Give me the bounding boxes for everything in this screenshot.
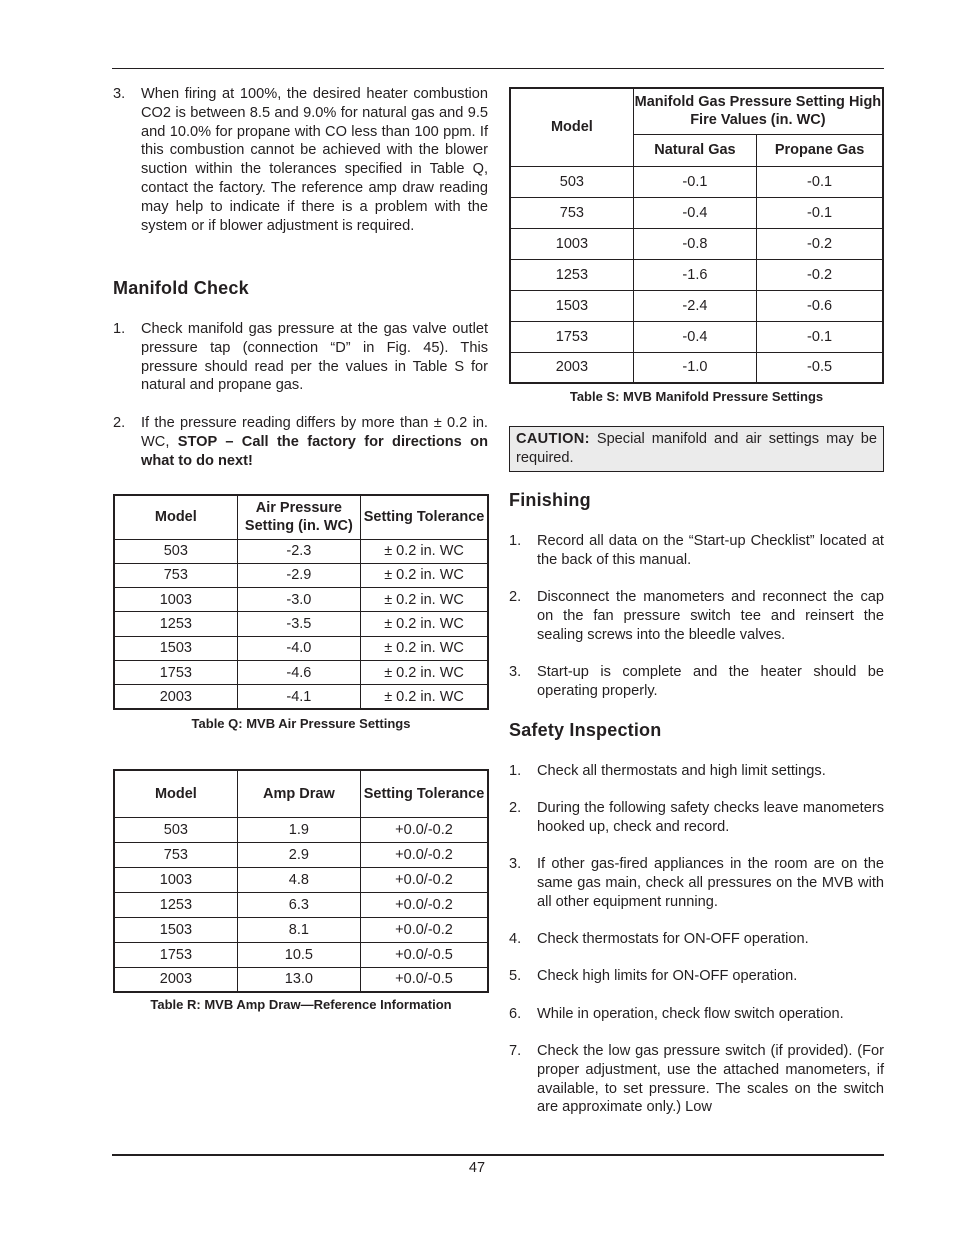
list-item-manifold-2: [113, 414, 488, 470]
table-cell: 2003: [114, 685, 237, 709]
table-cell: 1753: [510, 321, 633, 352]
column-header: Setting Tolerance: [361, 495, 488, 539]
table-cell: -0.4: [633, 321, 756, 352]
table-cell: -0.1: [757, 197, 883, 228]
table-cell: +0.0/-0.2: [361, 917, 489, 942]
table-cell: 1003: [114, 867, 237, 892]
column-header: Setting Tolerance: [361, 770, 489, 817]
table-cell: ± 0.2 in. WC: [361, 612, 488, 636]
item-text: Start-up is complete and the heater should be operating properly.: [537, 664, 884, 699]
item-number: 2.: [509, 589, 522, 605]
table-cell: 1253: [114, 892, 237, 917]
table-q-caption: Table Q: MVB Air Pressure Settings: [191, 716, 411, 731]
table-cell: -0.2: [757, 228, 883, 259]
table-row: [114, 867, 488, 892]
table-cell: -1.0: [633, 352, 756, 383]
list-item-safety-3: [509, 855, 884, 911]
table-cell: +0.0/-0.5: [361, 942, 489, 967]
item-number: 5.: [509, 968, 522, 984]
table-r-amp-draw: [113, 769, 489, 993]
list-item-combustion: [113, 85, 488, 235]
table-cell: 10.5: [237, 942, 360, 967]
item-number: 3.: [509, 664, 522, 680]
list-item-manifold-1: [113, 320, 488, 395]
table-row: [510, 259, 883, 290]
column-header: Model: [114, 495, 237, 539]
table-cell: 753: [114, 842, 237, 867]
table-cell: 1.9: [237, 817, 360, 842]
table-cell: 6.3: [237, 892, 360, 917]
table-cell: 1253: [114, 612, 237, 636]
table-header-row: [114, 495, 488, 539]
page-number: 47: [468, 1160, 486, 1176]
table-cell: ± 0.2 in. WC: [361, 563, 488, 587]
table-cell: -2.4: [633, 290, 756, 321]
table-cell: -2.9: [237, 563, 360, 587]
item-text: Record all data on the “Start-up Checklist” located at the back of this manual.: [537, 533, 884, 568]
caution-box: [509, 426, 884, 472]
list-item-safety-6: [509, 1005, 884, 1024]
table-row: [510, 166, 883, 197]
caution-text: Special manifold and air settings may be required.: [516, 431, 877, 466]
table-row: [114, 817, 488, 842]
item-number: 2.: [113, 415, 126, 431]
table-cell: 2003: [114, 967, 237, 992]
table-row: [510, 197, 883, 228]
column-header: Amp Draw: [237, 770, 360, 817]
table-cell: -1.6: [633, 259, 756, 290]
table-cell: 1003: [114, 588, 237, 612]
table-cell: 503: [114, 817, 237, 842]
table-cell: -2.3: [237, 539, 360, 563]
table-row: [114, 539, 488, 563]
table-cell: 4.8: [237, 867, 360, 892]
table-cell: 1253: [510, 259, 633, 290]
table-cell: -4.0: [237, 636, 360, 660]
item-text: Disconnect the manometers and reconnect the cap on the fan pressure switch tee and reinsert the sealing screws into the bleedle valves.: [537, 589, 884, 643]
table-row: [114, 892, 488, 917]
list-item-finishing-3: [509, 663, 884, 701]
table-row: [114, 563, 488, 587]
item-number: 3.: [113, 86, 126, 102]
list-item-finishing-2: [509, 588, 884, 644]
item-text-plain: If the pressure reading differs by more than ± 0.2 in. WC,: [141, 415, 488, 450]
item-number: 1.: [509, 533, 522, 549]
table-cell: 1503: [510, 290, 633, 321]
table-s-manifold-pressure: [509, 87, 884, 384]
table-cell: -3.0: [237, 588, 360, 612]
table-cell: 503: [114, 539, 237, 563]
item-number: 3.: [509, 856, 522, 872]
table-cell: 13.0: [237, 967, 360, 992]
list-item-safety-1: [509, 762, 884, 781]
column-header: Propane Gas: [757, 134, 883, 166]
table-cell: -0.2: [757, 259, 883, 290]
item-text: Check all thermostats and high limit settings.: [537, 763, 826, 779]
list-item-safety-7: [509, 1042, 884, 1117]
item-text-warning: STOP – Call the factory for directions on what to do next!: [141, 433, 488, 469]
item-number: 7.: [509, 1043, 522, 1059]
item-number: 6.: [509, 1006, 522, 1022]
item-number: 4.: [509, 931, 522, 947]
item-text: Check the low gas pressure switch (if provided). (For proper adjustment, use the attached manometers, if available, to set pressure. The scales on the switch are approximate only.) Low: [537, 1043, 884, 1116]
table-row: [114, 588, 488, 612]
heading-finishing: Finishing: [509, 490, 591, 510]
table-cell: -4.6: [237, 660, 360, 684]
table-row: [510, 228, 883, 259]
item-text: Check manifold gas pressure at the gas valve outlet pressure tap (connection “D” in Fig. 45). This pressure should read per the values in Table S for natural and propane gas.: [141, 321, 488, 394]
table-cell: -0.5: [757, 352, 883, 383]
item-number: 2.: [509, 800, 522, 816]
item-text: Check thermostats for ON-OFF operation.: [537, 931, 809, 947]
table-cell: ± 0.2 in. WC: [361, 539, 488, 563]
table-row: [114, 967, 488, 992]
item-text: During the following safety checks leave manometers hooked up, check and record.: [537, 800, 884, 835]
table-cell: -0.4: [633, 197, 756, 228]
table-row: [114, 685, 488, 709]
item-text: When firing at 100%, the desired heater combustion CO2 is between 8.5 and 9.0% for natural gas and 9.5 and 10.0% for propane with CO less than 100 ppm. If this combustion cannot be achieved with the blower suction within the tolerances specified in Table Q, contact the factory. The reference amp draw reading may help to indicate if there is a problem with the system or if blower adjustment is required.: [141, 86, 488, 234]
column-header: Model: [114, 770, 237, 817]
table-q-air-pressure: [113, 494, 489, 710]
table-cell: 1503: [114, 917, 237, 942]
table-row: [114, 612, 488, 636]
list-item-safety-5: [509, 967, 884, 986]
list-item-safety-4: [509, 930, 884, 949]
footer-rule: [112, 1154, 884, 1156]
item-number: 1.: [509, 763, 522, 779]
item-text: Check high limits for ON-OFF operation.: [537, 968, 798, 984]
table-cell: +0.0/-0.2: [361, 892, 489, 917]
column-header: Model: [510, 88, 633, 166]
table-cell: 2.9: [237, 842, 360, 867]
item-text: While in operation, check flow switch operation.: [537, 1006, 844, 1022]
table-row: [510, 321, 883, 352]
header-rule: [112, 68, 884, 69]
table-cell: ± 0.2 in. WC: [361, 636, 488, 660]
table-s-caption: Table S: MVB Manifold Pressure Settings: [569, 389, 824, 404]
column-header: Natural Gas: [633, 134, 756, 166]
table-row: [114, 636, 488, 660]
table-cell: -0.1: [757, 321, 883, 352]
table-cell: +0.0/-0.2: [361, 867, 489, 892]
table-cell: 1503: [114, 636, 237, 660]
table-row: [510, 352, 883, 383]
table-row: [114, 942, 488, 967]
table-cell: 8.1: [237, 917, 360, 942]
table-row: [114, 660, 488, 684]
table-cell: +0.0/-0.2: [361, 842, 489, 867]
table-header-row: [510, 88, 883, 134]
table-cell: -0.8: [633, 228, 756, 259]
table-header-row: [114, 770, 488, 817]
item-text: [141, 414, 488, 470]
table-cell: -3.5: [237, 612, 360, 636]
table-cell: 1003: [510, 228, 633, 259]
table-row: [114, 917, 488, 942]
column-group-header: Manifold Gas Pressure Setting High Fire Values (in. WC): [633, 88, 883, 134]
table-cell: -0.6: [757, 290, 883, 321]
table-cell: +0.0/-0.5: [361, 967, 489, 992]
table-cell: -0.1: [633, 166, 756, 197]
table-row: [510, 290, 883, 321]
heading-safety-inspection: Safety Inspection: [509, 720, 662, 740]
table-cell: -4.1: [237, 685, 360, 709]
table-cell: 503: [510, 166, 633, 197]
item-text: If other gas-fired appliances in the room are on the same gas main, check all pressures on the MVB with all other equipment running.: [537, 856, 884, 910]
list-item-safety-2: [509, 799, 884, 837]
item-number: 1.: [113, 321, 126, 337]
column-header: Air Pressure Setting (in. WC): [237, 495, 360, 539]
list-item-finishing-1: [509, 532, 884, 570]
table-cell: 2003: [510, 352, 633, 383]
table-cell: 753: [114, 563, 237, 587]
table-cell: 1753: [114, 942, 237, 967]
table-cell: ± 0.2 in. WC: [361, 588, 488, 612]
table-cell: 753: [510, 197, 633, 228]
caution-label: CAUTION:: [516, 431, 590, 447]
table-cell: ± 0.2 in. WC: [361, 660, 488, 684]
table-cell: +0.0/-0.2: [361, 817, 489, 842]
table-row: [114, 842, 488, 867]
table-cell: ± 0.2 in. WC: [361, 685, 488, 709]
table-cell: 1753: [114, 660, 237, 684]
table-cell: -0.1: [757, 166, 883, 197]
table-r-caption: Table R: MVB Amp Draw—Reference Information: [150, 997, 452, 1012]
heading-manifold-check: Manifold Check: [113, 278, 249, 298]
